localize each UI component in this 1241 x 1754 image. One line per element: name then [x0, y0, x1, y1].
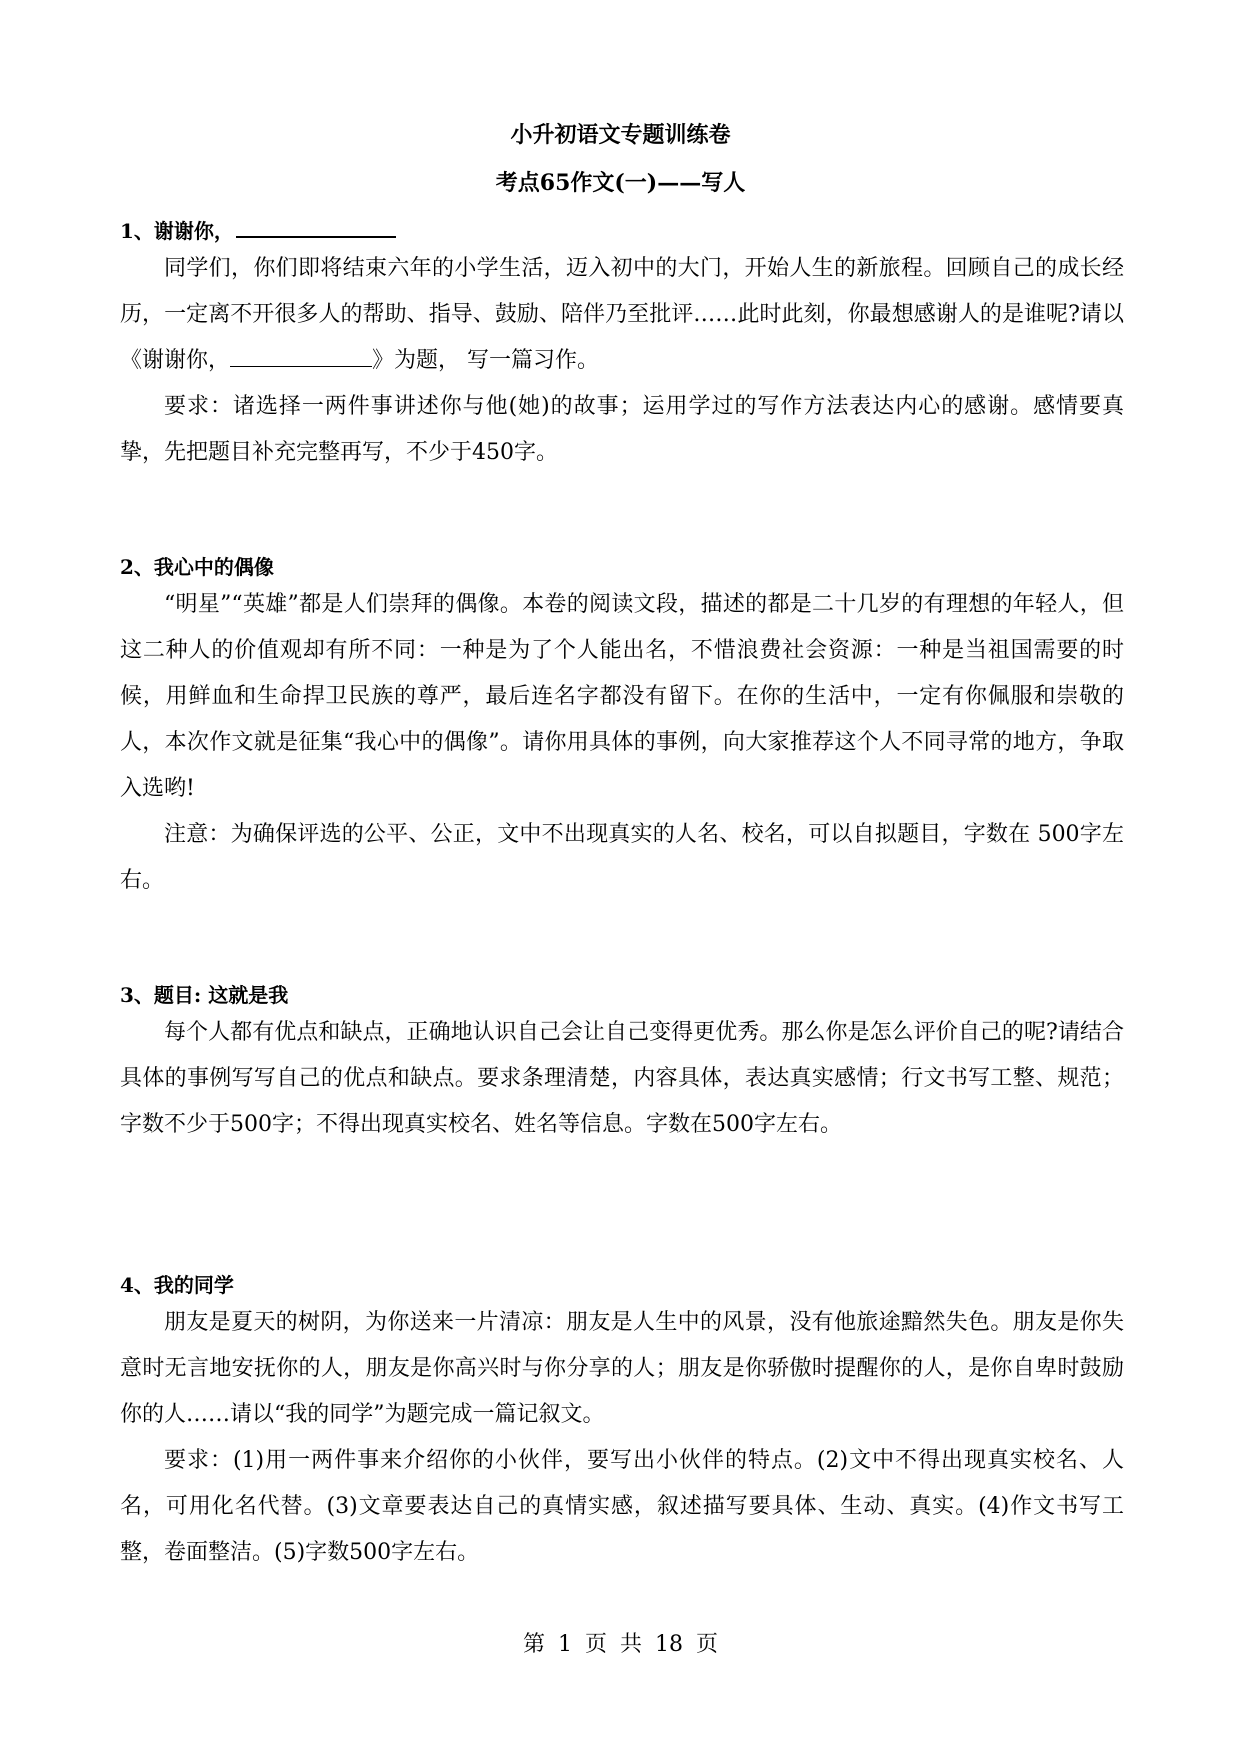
question-1-heading-text: 1、谢谢你， — [120, 219, 234, 243]
question-4-paragraph-1: 朋友是夏天的树阴，为你送来一片清凉：朋友是人生中的风景，没有他旅途黯然失色。朋友是你失意时无言地安抚你的人，朋友是你高兴时与你分享的人；朋友是你骄傲时提醒你的人，是你自卑时鼓励你的人……请以“我的同学”为题完成一篇记叙文。 — [120, 1310, 1124, 1427]
question-1-requirements: 要求：诸选择一两件事讲述你与他(她)的故事；运用学过的写作方法表达内心的感谢。感情要真挚，先把题目补充完整再写，不少于450字。 — [120, 394, 1124, 465]
question-1-paragraph-1-before: 同学们，你们即将结束六年的小学生活，迈入初中的大门，开始人生的新旅程。回顾自己的成长经历，一定离不开很多人的帮助、指导、鼓励、陪伴乃至批评……此时此刻，你最想感谢人的是谁呢?请以《谢谢你， — [120, 256, 1124, 373]
question-3 — [120, 980, 1124, 1148]
question-1-paragraph-1-after: 》为题， 写一篇习作。 — [372, 348, 600, 373]
question-2-notes: 注意：为确保评选的公平、公正，文中不出现真实的人名、校名，可以自拟题目，字数在 500字左右。 — [120, 822, 1124, 893]
question-3-paragraph-1: 每个人都有优点和缺点，正确地认识自己会让自己变得更优秀。那么你是怎么评价自己的呢?请结合具体的事例写写自己的优点和缺点。要求条理清楚，内容具体，表达真实感情；行文书写工整、规范；字数不少于500字；不得出现真实校名、姓名等信息。字数在500字左右。 — [120, 1020, 1124, 1137]
question-1-heading — [120, 216, 1124, 246]
question-2-heading: 2、我心中的偶像 — [120, 555, 274, 579]
question-4-requirements: 要求：(1)用一两件事来介绍你的小伙伴，要写出小伙伴的特点。(2)文中不得出现真实校名、人名，可用化名代替。(3)文章要表达自己的真情实感，叙述描写要具体、生动、真实。(4)作文书写工整，卷面整洁。(5)字数500字左右。 — [120, 1448, 1124, 1565]
inline-blank-line — [230, 344, 372, 367]
question-2-paragraph-1: “明星”“英雄”都是人们崇拜的偶像。本卷的阅读文段，描述的都是二十几岁的有理想的年轻人，但这二种人的价值观却有所不同：一种是为了个人能出名，不惜浪费社会资源：一种是当祖国需要的时候，用鲜血和生命捍卫民族的尊严，最后连名字都没有留下。在你的生活中，一定有你佩服和崇敬的人，本次作文就是征集“我心中的偶像”。请你用具体的事例，向大家推荐这个人不同寻常的地方，争取入选哟! — [120, 592, 1124, 801]
title-blank-line — [236, 216, 396, 238]
question-2 — [120, 552, 1124, 904]
question-1 — [120, 216, 1124, 476]
question-4-heading: 4、我的同学 — [120, 1273, 234, 1297]
question-1-paragraph-1 — [120, 246, 1124, 384]
document-title: 小升初语文专题训练卷 — [510, 122, 731, 148]
question-3-heading: 3、题目: 这就是我 — [120, 983, 289, 1007]
document-subtitle: 考点65作文(一)——写人 — [495, 170, 746, 196]
question-4 — [120, 1270, 1124, 1576]
page-number: 第 1 页 共 18 页 — [523, 1632, 718, 1657]
